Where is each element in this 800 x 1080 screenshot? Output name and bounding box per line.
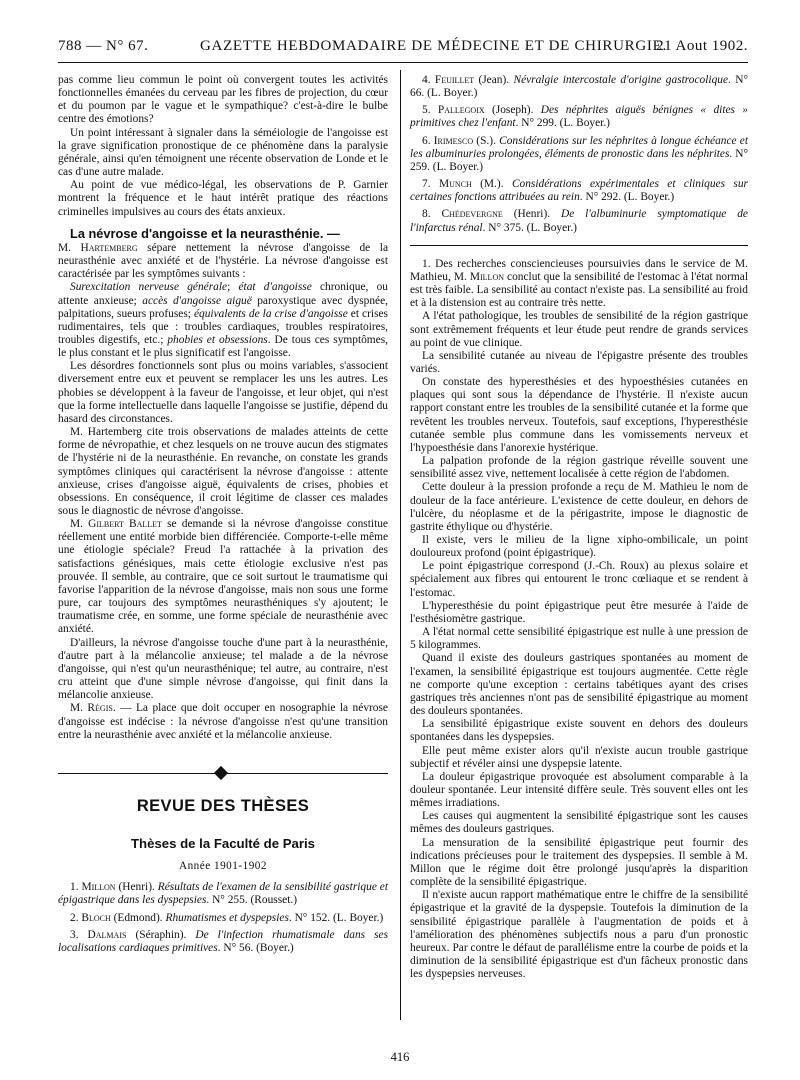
ref-details: . N° 375. (L. Boyer.) [482, 221, 577, 234]
text-run: paroxystique avec dyspnée, palpitations, sueurs profuses; [58, 294, 388, 320]
divider-rule [410, 245, 748, 246]
paragraph [58, 227, 388, 242]
ref-details: . N° 259. (L. Boyer.) [410, 147, 748, 173]
thesis-reference [410, 208, 748, 234]
paragraph: pas comme lieu commun le point où convergent toutes les activités fonctionnelles émanées du cerveau par les fibres de projection, du cœur et du poumon par le vague et le sympathique? c'est-à-dire le bulbe centre des émotions? [58, 74, 388, 126]
paragraph: D'ailleurs, la névrose d'angoisse touche d'une part à la neurasthénie, d'autre part à la mélancolie anxieuse; tel malade a de la névrose d'angoisse, qui n'est qu'un neurasthénique; tel autre, au contraire, n'est cru atteint que d'une simple névrose d'angoisse, qui finit dans la mélancolie anxieuse. [58, 636, 388, 702]
paragraph: A l'état pathologique, les troubles de sensibilité de la région gastrique sont extrêmement fréquents et leur étude peut rendre de grands services au point de vue clinique. [410, 310, 748, 349]
text-run: phobies et obsessions [167, 333, 268, 346]
section-title: REVUE DES THÈSES [136, 796, 310, 815]
journal-title: GAZETTE HEBDOMADAIRE DE MÉDECINE ET DE CHIRURGIE. [200, 38, 667, 54]
ref-title: Considérations sur les néphrites à longue échéance et les albuminuries prolongées, éléments de pronostic dans les néphrites [410, 134, 749, 160]
text-run: . — La place que doit occuper en nosographie la névrose d'angoisse est indécise : la névrose d'angoisse n'est qu'une transition entre la neurasthénie avec anxiété et la mélancolie anxieuse. [58, 702, 388, 741]
ref-firstname: (M.). [471, 178, 512, 191]
page-number: 788 — N° 67. [58, 38, 149, 54]
thesis-reference [410, 135, 748, 174]
thesis-reference [410, 178, 748, 204]
ref-details: . N° 255. (Rousset.) [206, 894, 298, 907]
ref-number: 8. [422, 208, 442, 221]
left-column [58, 74, 388, 955]
author-name: M. Hartemberg [58, 241, 138, 254]
paragraph: Le point épigastrique correspond (J.-Ch. Roux) au plexus solaire et spécialement aux fibres qui entourent le tronc cœliaque et se rendent à l'estomac. [410, 560, 748, 599]
text-run: conclut que la sensibilité de l'estomac à l'état normal est très faible. La sensibilité au contact n'existe pas. La sensibilité au froid et à la distension est au contraire très nette. [410, 270, 749, 310]
thesis-reference [410, 104, 748, 130]
text-run: et crises rudimentaires, tels que : troubles cardiaques, troubles respiratoires, troubles digestifs, etc.; [58, 307, 388, 346]
ref-number: 7. [422, 178, 439, 191]
ref-number: 1. [70, 881, 82, 894]
text-run: sépare nettement la névrose d'angoisse de la neurasthénie avec anxiété et de l'hystérie. La névrose d'angoisse est caractérisée par les symptômes suivants : [58, 241, 389, 281]
text-run: équivalents de la crise d'angoisse [193, 307, 348, 320]
diamond-ornament-icon [214, 766, 228, 780]
ref-author: Munch [438, 178, 472, 191]
author-name: M. Millon [453, 270, 504, 283]
text-run: 1. Des recherches consciencieuses poursuivies dans le service de M. Mathieu, [410, 257, 748, 283]
ref-number: 4. [422, 74, 435, 86]
ref-firstname: (Séraphin). [126, 928, 196, 941]
paragraph: Les causes qui augmentent la sensibilité épigastrique sont les causes mêmes des douleurs gastriques. [410, 810, 748, 836]
ref-title: Des néphrites aiguës bénignes « dites » primitives chez l'enfant [410, 104, 748, 130]
paragraph: A l'état normal cette sensibilité épigastrique est nulle à une pression de 5 kilogrammes. [410, 626, 748, 652]
thesis-reference [58, 912, 388, 925]
paragraph: Les désordres fonctionnels sont plus ou moins variables, s'associent diversement entre eux et peuvent se remplacer les uns les autres. Les phobies se développent à la faveur de l'angoisse, et leur objet, qui n'est que la forme intellectuelle dans laquelle l'angoisse se justifie, dépend du hasard des circonstances. [58, 360, 388, 425]
ref-details: . N° 299. (L. Boyer.) [515, 117, 610, 130]
paragraph [58, 702, 388, 741]
ref-author: Feuillet [434, 74, 475, 86]
paragraph: Quand il existe des douleurs gastriques spontanées au moment de l'examen, la sensibilité épigastrique est toujours augmentée. Cette règle ne comporte qu'une exception : certains tabétiques ayant des crises gastriques très anciennes n'ont pas de sensibilité épigastrique au moment des douleurs spontanées. [410, 652, 748, 718]
author-name: M. Régis [70, 702, 113, 715]
ref-author: Pallegoix [437, 104, 485, 117]
paragraph: M. Hartemberg cite trois observations de malades atteints de cette forme de névropathie, et chez lesquels on ne trouve aucun des stigmates de l'hystérie ni de la neurasthénie. En revanche, on constate les grands symptômes cliniques qui caractérisent la névrose d'angoisse : attente anxieuse, crises d'angoisse aiguë, équivalents de crises, phobies et obsessions. En conséquence, il croit légitime de classer ces malades sous le diagnostic de névrose d'angoisse. [58, 426, 388, 517]
ref-details: . N° 152. (L. Boyer.) [288, 911, 384, 924]
ref-title: De l'albuminurie symptomatique de l'infarctus rénal [410, 208, 748, 234]
ref-author: Millon [81, 881, 116, 894]
year-heading: Année 1901-1902 [179, 860, 267, 873]
ref-firstname: (Jean). [474, 74, 514, 86]
subsection-title: Thèses de la Faculté de Paris [131, 835, 315, 851]
paragraph: L'hyperesthésie du point épigastrique peut être mesurée à l'aide de l'esthésiomètre gastrique. [410, 599, 748, 625]
page-header [58, 38, 748, 63]
section-heading: La névrose d'angoisse et la neurasthénie. — [70, 225, 340, 241]
paragraph: Il n'existe aucun rapport mathématique entre le chiffre de la sensibilité épigastrique et la gravité de la dyspepsie. Toutefois la diminution de la sensibilité épigastrique parallèle à l'augmentation de poids et à l'amélioration des phénomènes subjectifs nous a paru d'un pronostic heureux. Par contre le défaut de parallélisme entre la courbe de poids et la diminution de la sensibilité épigastrique est d'un fâcheux pronostic dans les dyspepsies nerveuses. [410, 889, 748, 981]
ref-number: 6. [422, 134, 434, 147]
paragraph: La palpation profonde de la région gastrique réveille souvent une sensibilité assez vive, nettement localisée à cette région de l'abdomen. [410, 455, 748, 481]
paragraph: La sensibilité cutanée au niveau de l'épigastre présente des troubles variés. [410, 349, 748, 375]
ref-firstname: (Henri). [115, 881, 158, 894]
ref-author: Bloch [81, 911, 111, 924]
thesis-reference [58, 929, 388, 955]
ref-author: Chédevergne [441, 208, 503, 221]
text-run: accès d'angoisse aiguë [142, 294, 252, 307]
paragraph: La sensibilité épigastrique existe souvent en dehors des douleurs spontanées dans les dyspepsies. [410, 718, 748, 744]
ref-details: . N° 56. (Boyer.) [217, 941, 294, 954]
paragraph [410, 258, 748, 311]
ref-title: Névralgie intercostale d'origine gastrocolique [513, 74, 729, 86]
thesis-reference [410, 74, 748, 100]
text-run: chronique, ou attente anxieuse; [58, 281, 388, 307]
ref-title: Rhumatismes et dyspepsies [165, 911, 289, 924]
thesis-reference-list [410, 74, 748, 235]
text-run: se demande si la névrose d'angoisse constitue réellement une entité morbide bien différenciée. Comporte-t-elle même une étiologie spéciale? Freud l'a rattachée à la privation des satisfactions génésiques, mais cette étiologie exclusive n'est pas prouvée. Il semble, au contraire, que ce soit surtout le traumatisme qui favorise l'apparition de la névrose d'angoisse, mais non sous une forme pure, car toujours des symptômes neurasthéniques s'y ajoutent; le traumatisme crée, en somme, une forme spéciale de neurasthénie avec anxiété. [58, 518, 388, 636]
ref-title: Considérations expérimentales et cliniques sur certaines fonctions attribuées au rein [410, 178, 748, 204]
right-column [410, 74, 748, 981]
ref-firstname: (Joseph). [484, 104, 541, 117]
ref-number: 5. [422, 104, 438, 117]
paragraph: Un point intéressant à signaler dans la séméiologie de l'angoisse est la grave signification pronostique de ce phénomène dans la paralysie générale, ainsi qu'en témoignent une récente observation de Londe et le cas d'une autre malade. [58, 126, 388, 179]
page-folio: 416 [390, 1050, 410, 1064]
paragraph: Cette douleur à la pression profonde a reçu de M. Mathieu le nom de douleur de la face antérieure. L'existence de cette douleur, en dehors de l'ulcère, du néoplasme et de la périgastrite, impose le diagnostic de gastrite éthylique ou d'hystérie. [410, 481, 748, 533]
text-run: état d'angoisse [238, 281, 312, 294]
paragraph [58, 242, 388, 281]
ref-details: . N° 66. (L. Boyer.) [410, 74, 749, 100]
ref-title: Résultats de l'examen de la sensibilité gastrique et épigastrique dans les dyspepsies [58, 881, 388, 907]
ref-firstname: (S.). [473, 134, 500, 147]
issue-date: 21 Aout 1902. [656, 38, 748, 54]
ref-firstname: (Henri). [502, 208, 561, 221]
paragraph: Au point de vue médico-légal, les observations de P. Garnier montrent la fréquence et le haut intérêt pratique des réactions criminelles impulsives au cours des états anxieux. [58, 179, 388, 218]
paragraph: On constate des hyperesthésies et des hypoesthésies cutanées en plaques qui sont sous la dépendance de l'hystérie. Il n'existe aucun rapport constant entre les troubles de la sensibilité cutanée et la forme que revêtent les troubles nerveux. Toutefois, sauf exceptions, l'hyperesthésie cutanée semble plus commune dans les vomissements nerveux et l'hypoesthésie dans l'anorexie hystérique. [410, 376, 748, 454]
ref-details: . N° 292. (L. Boyer.) [579, 191, 675, 204]
thesis-reference [58, 881, 388, 907]
ref-number: 3. [70, 928, 88, 941]
column-divider [400, 70, 401, 1020]
section-ornament [58, 766, 388, 782]
text-run: . De tous ces symptômes, le plus constant et le plus significatif est l'angoisse. [58, 333, 388, 360]
paragraph [58, 518, 388, 636]
paragraph: Il existe, vers le milieu de la ligne xipho-ombilicale, un point douloureux profond (point épigastrique). [410, 534, 748, 560]
paragraph: Elle peut même exister alors qu'il n'existe aucun trouble gastrique subjectif et révéler ainsi une dyspepsie latente. [410, 744, 748, 770]
paragraph: La douleur épigastrique provoquée est absolument comparable à la douleur spontanée. Leur intensité diffère seule. Très souvent elles ont les mêmes irradiations. [410, 770, 748, 810]
ref-title: De l'infection rhumatismale dans ses localisations cardiaques primitives [58, 928, 389, 954]
ref-number: 2. [70, 911, 82, 924]
text-run: ; [227, 281, 239, 294]
paragraph [58, 281, 388, 360]
author-name: M. Gilbert Ballet [70, 518, 162, 531]
ref-author: Irimesco [433, 134, 474, 147]
paragraph: La mensuration de la sensibilité épigastrique peut fournir des indications précieuses pour le traitement des dyspepsies. Il semble à M. Millon que le régime doit être prolongé jusqu'après la disparition complète de la sensibilité épigastrique. [410, 836, 748, 889]
ref-firstname: (Edmond). [110, 911, 166, 924]
text-run: Surexcitation nerveuse générale [70, 281, 228, 294]
ref-author: Dalmais [87, 928, 127, 941]
